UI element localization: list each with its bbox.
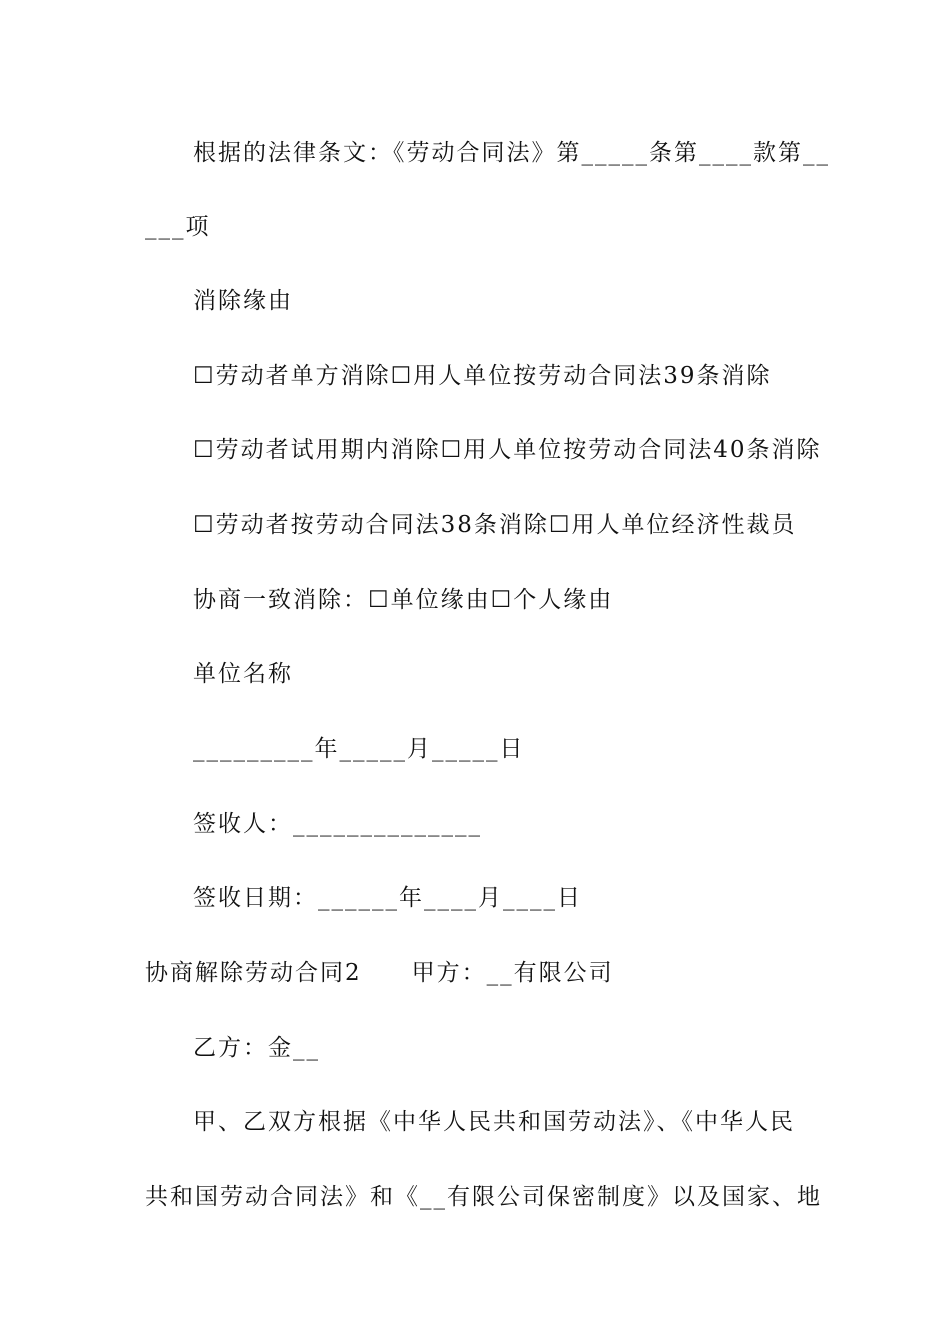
section-title: 协商解除劳动合同2 甲方：__有限公司 [145,960,614,986]
party-b-line: 乙方：金__ [193,1035,320,1061]
mutual-termination-row: 协商一致消除：☐单位缘由☐个人缘由 [193,587,614,613]
termination-option-row: ☐劳动者按劳动合同法38条消除☐用人单位经济性裁员 [193,512,797,538]
legal-basis-continuation: ___项 [145,214,211,240]
body-paragraph-line: 甲、乙双方根据《中华人民共和国劳动法》、《中华人民 [193,1109,795,1135]
termination-option-row: ☐劳动者试用期内消除☐用人单位按劳动合同法40条消除 [193,437,822,463]
sign-date-line: 签收日期：______年____月____日 [193,885,582,911]
body-paragraph-line: 共和国劳动合同法》和《__有限公司保密制度》以及国家、地 [145,1184,822,1210]
signee-line: 签收人：______________ [193,811,482,837]
reason-heading: 消除缘由 [193,288,293,314]
termination-option-row: ☐劳动者单方消除☐用人单位按劳动合同法39条消除 [193,363,772,389]
legal-basis-line: 根据的法律条文：《劳动合同法》第_____条第____款第__ [193,140,830,166]
unit-name-label: 单位名称 [193,661,293,687]
date-blank-line: _________年_____月_____日 [193,736,525,762]
